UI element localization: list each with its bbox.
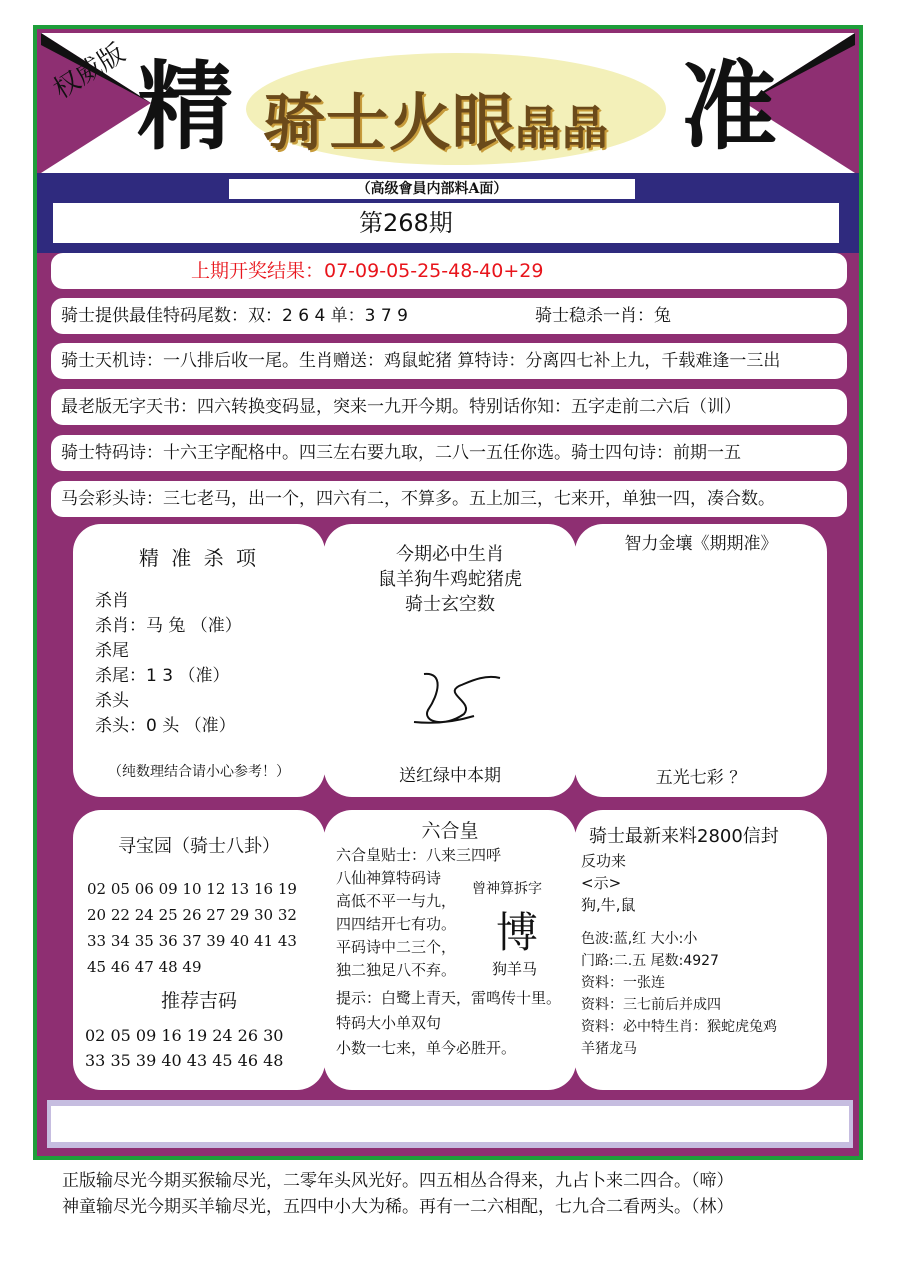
liuhe-line: 高低不平一与九，: [336, 892, 457, 910]
kill-line: 杀尾：1 3 （准）: [95, 666, 230, 686]
letters-line: 狗,牛,鼠: [581, 896, 636, 914]
wisdom-footer: 五光七彩 ？: [655, 768, 747, 788]
treasure-nums: 20 22 24 25 26 27 29 30 32: [87, 906, 297, 924]
liuhe-line: 四四结开七有功。: [336, 915, 457, 933]
split-title: 曾神算拆字: [472, 881, 542, 897]
tail-row: [51, 298, 847, 334]
liuhe-tail: 提示：白鹭上青天，雷鸣传十里。: [336, 989, 562, 1007]
footer-line-1: 正版输尽光今期买猴输尽光，二零年头风光好。四五相丛合得来，九占卜来二四合。（啼）: [62, 1171, 734, 1191]
lucky-title: 推荐吉码: [160, 990, 237, 1012]
zodiac-line: 骑士玄空数: [405, 594, 495, 615]
subtitle-bar: [37, 173, 859, 253]
wisdom-panel: [575, 524, 827, 797]
kill-line: 杀肖: [95, 591, 129, 611]
poem-row-2: 最老版无字天书：四六转换变码显，突来一九开今期。特别话你知：五字走前二六后（训）: [51, 389, 847, 425]
letters-line: 资料：三七前后并成四: [581, 997, 721, 1013]
treasure-title: 寻宝园（骑士八卦）: [118, 836, 280, 857]
treasure-nums: 33 34 35 36 37 39 40 41 43: [87, 932, 297, 950]
poem-row-3: 骑士特码诗：十六王字配格中。四三左右要九取，二八一五任你选。骑士四句诗：前期一五: [51, 435, 847, 471]
liuhe-line: 八仙神算特码诗: [336, 869, 442, 887]
treasure-panel: [73, 810, 325, 1090]
letters-line: 门路:二.五 尾数:4927: [581, 953, 719, 969]
edition-label: 权威版: [48, 38, 131, 106]
lucky-nums: 02 05 09 16 19 24 26 30: [85, 1026, 284, 1045]
liuhe-line: 六合皇贴士：八来三四呼: [336, 846, 502, 864]
zodiac-line: 鼠羊狗牛鸡蛇猪虎: [378, 569, 522, 590]
kill-note: （纯数理结合请小心参考！）: [108, 764, 290, 780]
bottom-bar: [47, 1100, 853, 1148]
liuhe-title: 六合皇: [421, 820, 479, 842]
period-box: [53, 203, 839, 243]
big-char-bo: 博: [496, 908, 539, 957]
zodiac-line: 今期必中生肖: [396, 544, 504, 565]
kill-line: 杀尾: [95, 641, 129, 661]
footer-line-2: 神童输尽光今期买羊输尽光，五四中小大为稀。再有一二六相配，七九合二看两头。（林）: [62, 1197, 734, 1217]
subtitle: （高级會員内部料A面）: [229, 179, 635, 199]
main-title: 骑士火眼晶晶: [263, 86, 610, 159]
treasure-nums: 45 46 47 48 49: [87, 958, 202, 976]
letters-line: 色波:蓝,红 大小:小: [581, 931, 698, 947]
poster-frame: [33, 25, 863, 1160]
letters-line: 资料：必中特生肖：猴蛇虎兔鸡: [581, 1019, 777, 1035]
kill-panel-title: 精 准 杀 项: [138, 546, 260, 570]
lucky-nums: 33 35 39 40 43 45 46 48: [85, 1051, 284, 1070]
letters-line: 羊猪龙马: [581, 1041, 637, 1057]
letters-title: 骑士最新来料2800信封: [589, 826, 779, 847]
handwriting-scribble: [404, 664, 514, 734]
liuhe-tail: 小数一七来，单今必胜开。: [336, 1039, 517, 1057]
letters-line: 反功来: [581, 852, 627, 870]
zodiac-footer: 送红绿中本期: [399, 766, 501, 786]
poem-row-4: 马会彩头诗：三七老马，出一个，四六有二，不算多。五上加三，七来开，单独一四，凑合数。: [51, 481, 847, 517]
letters-line: 资料：一张连: [581, 975, 665, 991]
kill-line: 杀头：0 头 （准）: [95, 716, 236, 736]
liuhe-panel: [324, 810, 576, 1090]
liuhe-tail: 特码大小单双句: [336, 1014, 442, 1032]
last-result: 上期开奖结果：07-09-05-25-48-40+29: [51, 253, 847, 289]
poster-header: [41, 33, 855, 173]
wisdom-title: 智力金壤《期期准》: [624, 534, 778, 554]
bottom-bar-inner: [51, 1106, 849, 1142]
letters-panel: [575, 810, 827, 1090]
split-animals: 狗羊马: [492, 960, 538, 978]
kill-panel: [73, 524, 325, 797]
liuhe-line: 独二独足八不弃。: [336, 961, 457, 979]
liuhe-line: 平码诗中二三个，: [336, 938, 457, 956]
kill-line: 杀头: [95, 691, 129, 711]
letters-line: <示>: [581, 874, 622, 892]
tail-text: 骑士提供最佳特码尾数：双：2 6 4 单：3 7 9: [61, 306, 408, 326]
zodiac-panel: [324, 524, 576, 797]
kill-line: 杀肖：马 兔 （准）: [95, 616, 242, 636]
big-char-right: 准: [681, 50, 777, 163]
big-char-left: 精: [137, 50, 233, 163]
treasure-nums: 02 05 06 09 10 12 13 16 19: [87, 880, 297, 898]
period-number: 第268期: [359, 209, 453, 237]
poem-row-1: 骑士天机诗：一八排后收一尾。生肖赠送：鸡鼠蛇猪 算特诗：分离四七补上九，千载难逢一三出: [51, 343, 847, 379]
kill-text: 骑士稳杀一肖：兔: [535, 306, 671, 326]
